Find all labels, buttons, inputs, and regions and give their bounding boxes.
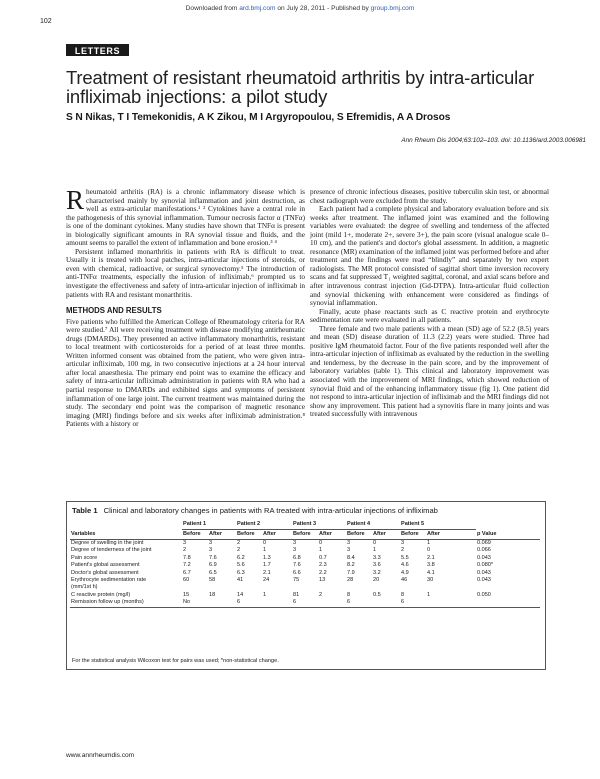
- table-cell: [426, 599, 476, 607]
- table-caption-text: Clinical and laboratory changes in patients with RA treated with intra-articular injections of infliximab: [103, 506, 438, 515]
- table-cell: 60: [183, 577, 190, 584]
- table-row: [70, 577, 540, 584]
- banner-prefix: Downloaded from: [185, 5, 238, 12]
- p-value-cell: [476, 599, 540, 607]
- table-cell: No: [182, 599, 208, 607]
- p-value-cell: 0.066: [477, 547, 491, 554]
- table-row: [70, 599, 540, 607]
- table-row: [70, 562, 540, 569]
- p-value-cell: 0.043: [477, 554, 491, 561]
- banner-link-ard[interactable]: ard.bmj.com: [239, 5, 276, 12]
- table-cell: [372, 584, 400, 591]
- table-cell: 5.6: [237, 562, 245, 569]
- table-cell: 3: [293, 540, 297, 546]
- table-cell: [262, 599, 292, 607]
- patient-5-header: Patient 5: [400, 520, 476, 530]
- table-cell: 6.2: [237, 554, 245, 561]
- table-cell: 13: [319, 577, 326, 584]
- row-label: C reactive protein (mg/l): [71, 591, 131, 598]
- table-cell: [426, 584, 476, 591]
- table-cell: 6: [346, 599, 372, 607]
- patient-4-header: Patient 4: [346, 520, 400, 530]
- table-cell: 0: [263, 540, 267, 546]
- table-cell: 2: [237, 540, 241, 546]
- table-cell: 2: [183, 547, 187, 554]
- paragraph-acute-phase: Finally, acute phase reactants such as C reactive protein and erythrocyte sedimentation rate were evaluated in all patients.: [310, 307, 549, 325]
- p-value-cell: 0.080*: [477, 562, 494, 569]
- table-cell: 6: [292, 599, 318, 607]
- p-value-cell: 0.069: [477, 540, 491, 546]
- drop-cap: R: [66, 185, 85, 215]
- download-banner: [0, 5, 600, 12]
- before-header: Before: [400, 530, 426, 540]
- table-cell: 2.2: [319, 569, 327, 576]
- table-cell: 3: [209, 547, 213, 554]
- intro-paragraph: [66, 185, 305, 248]
- table-cell: [346, 584, 372, 591]
- table-cell: 3.2: [373, 569, 381, 576]
- table-row: [70, 584, 540, 591]
- row-label: Patient's global assessment: [71, 562, 140, 569]
- table-cell: [236, 584, 262, 591]
- table-cell: 1: [373, 547, 377, 554]
- table-cell: 7.8: [183, 554, 191, 561]
- table-cell: 18: [209, 591, 216, 598]
- table-cell: 2: [237, 547, 241, 554]
- table-cell: 1: [263, 547, 267, 554]
- right-column: [310, 188, 549, 419]
- p-value-cell: [476, 584, 540, 591]
- methods-heading: METHODS AND RESULTS: [66, 306, 162, 316]
- table-cell: 6.9: [209, 562, 217, 569]
- table-cell: 6.8: [293, 554, 301, 561]
- column-header-row: [70, 530, 540, 540]
- page-number: 102: [40, 18, 52, 25]
- table-cell: [292, 584, 318, 591]
- table-label: Table 1: [72, 506, 98, 515]
- table-cell: 1: [263, 591, 267, 598]
- table-cell: 0: [319, 540, 323, 546]
- table-cell: 41: [237, 577, 244, 584]
- table-cell: 1: [427, 540, 431, 546]
- table-cell: 81: [293, 591, 300, 598]
- after-header: After: [208, 530, 236, 540]
- row-label: Pain score: [71, 554, 98, 561]
- table-cell: 3: [347, 540, 351, 546]
- paragraph-evaluation: Each patient had a complete physical and laboratory evaluation before and six weeks after treatment. The inflamed joint was examined and the following variables were evaluated: the degree of swelling and tenderness of the affected joint (mild 1+, moderate 2+, severe 3+), the pain score (visual analogue scale 0–10 cm), and the patient's and doctor's global assessment. In addition, a magnetic resonance (MR) examination of the inflamed joint was performed before and after treatment and the findings were read “blindly” and separately by two expert radiologists. The MR protocol consisted of sagittal short time inversion recovery scans and fat suppressed T₁ weighted sagittal, coronal, and axial scans before and after intravenous contrast injection (Gd-DTPA). Intra-articular fluid collection and synovial thickening with enhancement were considered as findings of synovial inflammation.: [310, 205, 549, 308]
- table-cell: 8.4: [347, 554, 355, 561]
- table-cell: 0: [427, 547, 431, 554]
- table-cell: 6.6: [293, 569, 301, 576]
- table-cell: 0: [373, 540, 377, 546]
- table-cell: [208, 584, 236, 591]
- table-cell: 8.2: [347, 562, 355, 569]
- table-cell: 1.7: [263, 562, 271, 569]
- table-cell: 14: [237, 591, 244, 598]
- table-footnote: For the statistical analysis Wilcoxon test for pairs was used; *non-statistical change.: [72, 658, 279, 664]
- table-cell: 1: [319, 547, 323, 554]
- p-value-cell: 0.043: [477, 569, 491, 576]
- after-header: After: [318, 530, 346, 540]
- table-cell: 3: [209, 540, 213, 546]
- row-label: Doctor's global assessment: [71, 569, 139, 576]
- table-cell: 6.3: [237, 569, 245, 576]
- before-header: Before: [346, 530, 372, 540]
- p-value-cell: 0.043: [477, 577, 491, 584]
- after-header: After: [262, 530, 292, 540]
- table-cell: 7.6: [209, 554, 217, 561]
- table-cell: 58: [209, 577, 216, 584]
- table-row: [70, 555, 540, 562]
- banner-middle: on July 28, 2011 - Published by: [277, 5, 369, 12]
- pvalue-header: p Value: [476, 530, 540, 540]
- table-cell: 3.3: [373, 554, 381, 561]
- table-cell: [318, 584, 346, 591]
- banner-link-group[interactable]: group.bmj.com: [370, 5, 415, 12]
- table-cell: 2.1: [263, 569, 271, 576]
- patient-1-header: Patient 1: [182, 520, 236, 530]
- table-row: [70, 547, 540, 554]
- table-cell: 30: [427, 577, 434, 584]
- table-cell: 4.9: [401, 569, 409, 576]
- p-value-cell: 0.050: [477, 591, 491, 598]
- table-caption: [72, 506, 438, 515]
- table-cell: 0.7: [319, 554, 327, 561]
- after-header: After: [426, 530, 476, 540]
- row-label: Degree of tenderness of the joint: [71, 547, 152, 554]
- row-label: Remission follow up (months): [70, 599, 182, 607]
- table-cell: [208, 599, 236, 607]
- paragraph-results: Three female and two male patients with a mean (SD) age of 52.2 (8.5) years and mean (SD) disease duration of 11.3 (2.2) years were studied. Three had positive IgM rheumatoid factor. Four of the five patients responded well after the intra-articular injection of infliximab as evaluated by the reduction in the swelling and tenderness, by the decrease in the pain score, and by the improvement of laboratory variables (table 1). This clinical and laboratory improvement was associated with the improvement of MRI findings, which showed reduction of synovial fluid and of the enhancing inflammatory tissue (fig 1). One patient did not respond to intra-articular injection of infliximab and the MRI findings did not show any improvement. This patient had a synovitis flare in many joints and was treated successfully with intravenous: [310, 324, 549, 419]
- table-cell: 2.3: [319, 562, 327, 569]
- table-cell: 8: [347, 591, 351, 598]
- table-cell: 15: [183, 591, 190, 598]
- table-cell: 20: [373, 577, 380, 584]
- table-cell: 4.6: [401, 562, 409, 569]
- citation-line: Ann Rheum Dis 2004;63:102–103. doi: 10.1136/ard.2003.006981: [401, 137, 586, 144]
- author-list: S N Nikas, T I Temekonidis, A K Zikou, M I Argyropoulou, S Efremidis, A A Drosos: [66, 112, 451, 123]
- intro-text: heumatoid arthritis (RA) is a chronic inflammatory disease which is characterised mainly by synovial inflammation and joint destruction, as well as extra-articular manifestations.¹ ² Cytokines have a central role in the pathogenesis of this synovial inflammation. Tumour necrosis factor α (TNFα) is one of the dominant cytokines. Many studies have shown that TNFα is present in biologically significant amounts in RA synovial tissue and fluids, and the amount seems to parallel the extent of inflammation and bone erosion.³ ⁴: [66, 188, 305, 248]
- table-cell: 3.6: [373, 562, 381, 569]
- table-cell: 24: [263, 577, 270, 584]
- table-cell: [262, 584, 292, 591]
- table-cell: 6: [236, 599, 262, 607]
- table-row: [70, 570, 540, 577]
- left-column: [66, 185, 305, 429]
- table-cell: 7.6: [293, 562, 301, 569]
- table-body: [70, 540, 540, 608]
- section-label: LETTERS: [74, 45, 121, 56]
- table-cell: 6: [400, 599, 426, 607]
- results-table: [70, 520, 540, 608]
- row-label: Erythrocyte sedimentation rate: [71, 577, 147, 584]
- table-cell: 28: [347, 577, 354, 584]
- table-cell: 46: [401, 577, 408, 584]
- patient-2-header: Patient 2: [236, 520, 292, 530]
- table-cell: 3: [347, 547, 351, 554]
- table-cell: 3: [183, 540, 187, 546]
- patient-header-row: [70, 520, 540, 530]
- table-cell: [372, 599, 400, 607]
- table-cell: 6.5: [209, 569, 217, 576]
- table-cell: [400, 584, 426, 591]
- table-cell: 5.5: [401, 554, 409, 561]
- paragraph-exclusion: presence of chronic infectious diseases, positive tuberculin skin test, or abnormal chest radiograph were excluded from the study.: [310, 188, 549, 205]
- before-header: Before: [236, 530, 262, 540]
- footer-url[interactable]: www.annrheumdis.com: [66, 752, 135, 759]
- table-cell: 75: [293, 577, 300, 584]
- table-cell: 3: [401, 540, 405, 546]
- paragraph-monarthritis: Persistent inflamed monarthritis in patients with RA is difficult to treat. Usually it is treated with local patches, intra-articular injections of steroids, or even with chemical, radioactive, or surgical synovectomy.⁵ The introduction of anti-TNFα treatments, especially the infusion of infliximab,⁶ prompted us to investigate the effectiveness and safety of intra-articular injection of infliximab in patients with RA and resistant monarthritis.: [66, 247, 305, 299]
- patient-3-header: Patient 3: [292, 520, 346, 530]
- table-row: [70, 540, 540, 548]
- table-cell: 8: [401, 591, 405, 598]
- table-cell: 1.3: [263, 554, 271, 561]
- table-cell: [182, 584, 208, 591]
- article-title: Treatment of resistant rheumatoid arthritis by intra-articular infliximab injections: a pilot study: [66, 67, 535, 107]
- variables-header: Variables: [70, 530, 182, 540]
- paragraph-methods: Five patients who fulfilled the American College of Rheumatology criteria for RA were studied.⁷ All were receiving treatment with disease modifying antirheumatic drugs (DMARDs). They presented an active inflammatory monarthritis, resistant to local treatment with corticosteroids for a period of at least three months. Written informed consent was obtained from the patient, who were given intra-articular infliximab, 100 mg, in two consecutive injections at a 24 hour interval after local anaesthesia. The primary end point was to examine the efficacy and safety of intra-articular infliximab administration in patients with RA who had a partial response to DMARDs and exhibited signs and symptoms of persistent inflammation of one large joint. The current treatment was maintained during the study. The secondary end point was the comparison of magnetic resonance imaging (MRI) findings before and six weeks after infliximab administration.⁸ Patients with a history or: [66, 317, 305, 429]
- table-cell: 1: [427, 591, 431, 598]
- table-cell: 0.5: [373, 591, 381, 598]
- table-cell: 2: [401, 547, 405, 554]
- before-header: Before: [292, 530, 318, 540]
- table-cell: 6.7: [183, 569, 191, 576]
- table-cell: 4.1: [427, 569, 435, 576]
- before-header: Before: [182, 530, 208, 540]
- after-header: After: [372, 530, 400, 540]
- row-label: Degree of swelling in the joint: [71, 540, 144, 546]
- table-cell: 3: [293, 547, 297, 554]
- table-cell: 7.9: [347, 569, 355, 576]
- table-cell: 3.8: [427, 562, 435, 569]
- table-cell: 7.2: [183, 562, 191, 569]
- table-cell: 2.1: [427, 554, 435, 561]
- table-cell: 2: [319, 591, 323, 598]
- row-label: (mm/1st h): [71, 584, 98, 591]
- table-cell: [318, 599, 346, 607]
- table-row: [70, 592, 540, 599]
